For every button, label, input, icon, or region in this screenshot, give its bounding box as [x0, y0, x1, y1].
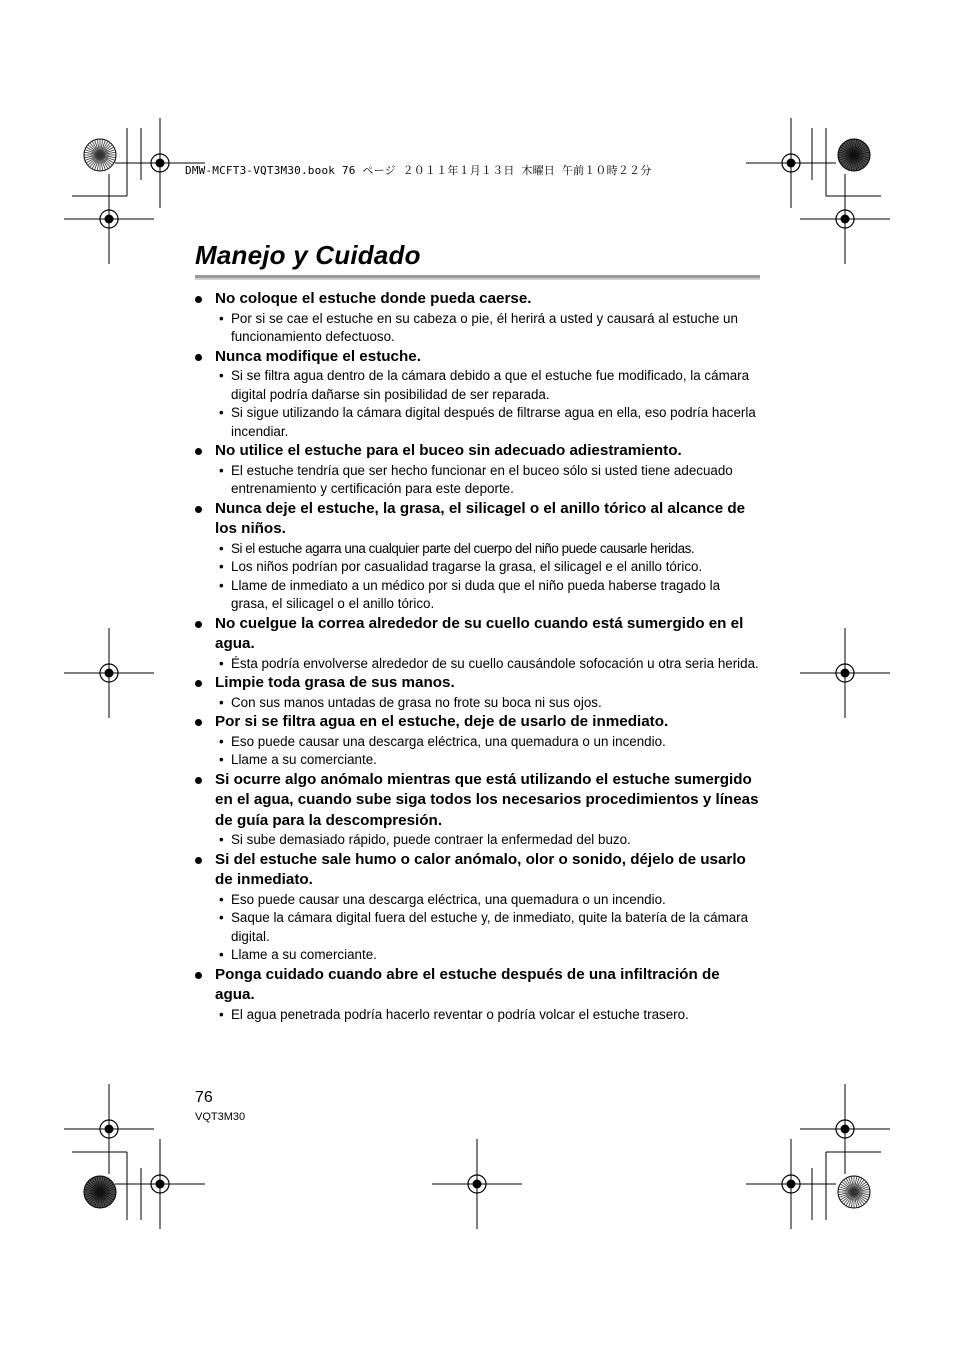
registration-crosshair-icon	[746, 1139, 836, 1229]
page-title: Manejo y Cuidado	[195, 240, 421, 270]
caution-detail: • Llame a su comerciante.	[219, 947, 377, 962]
document-code: VQT3M30	[195, 1111, 246, 1123]
registration-crosshair-icon	[64, 1084, 154, 1174]
caution-detail: • Si sigue utilizando la cámara digital después de filtrarse agua en ella, eso podría hacerla incendiar.	[219, 405, 756, 439]
bullet-icon	[195, 719, 202, 726]
caution-heading: No coloque el estuche donde pueda caerse.	[195, 289, 760, 310]
caution-item	[195, 499, 760, 614]
caution-detail: • Eso puede causar una descarga eléctrica, una quemadura o un incendio.	[219, 891, 666, 907]
caution-heading: Ponga cuidado cuando abre el estuche después de una infiltración de agua.	[195, 965, 760, 1006]
bullet-icon	[195, 448, 202, 455]
caution-item	[195, 965, 760, 1025]
bullet-icon	[195, 354, 202, 361]
registration-crosshair-icon	[115, 1139, 205, 1229]
caution-item	[195, 289, 760, 347]
caution-detail: • Por si se cae el estuche en su cabeza o pie, él herirá a usted y causará al estuche un funcionamiento defectuoso.	[219, 310, 738, 344]
registration-crosshair-icon	[64, 174, 154, 264]
caution-heading: Si ocurre algo anómalo mientras que está utilizando el estuche sumergido en el agua, cuando sube siga todos los necesarios procedimientos y líneas de guía para la descompresión.	[195, 770, 760, 832]
caution-detail: • El agua penetrada podría hacerlo reventar o podría volcar el estuche trasero.	[219, 1006, 689, 1022]
caution-detail: • Saque la cámara digital fuera del estuche y, de inmediato, quite la batería de la cámara digital.	[219, 910, 749, 944]
registration-crosshair-icon	[800, 1084, 890, 1174]
bullet-icon	[195, 777, 202, 784]
registration-starburst-icon	[838, 1176, 870, 1208]
caution-list	[195, 289, 760, 1024]
caution-detail: • El estuche tendría que ser hecho funcionar en el buceo sólo si usted tiene adecuado entrenamiento y certificación para este deporte.	[219, 462, 733, 496]
caution-detail: • Si el estuche agarra una cualquier parte del cuerpo del niño puede causarle heridas.	[219, 540, 695, 556]
caution-heading: No cuelgue la correa alrededor de su cuello cuando está sumergido en el agua.	[195, 614, 760, 655]
caution-item	[195, 441, 760, 499]
registration-crosshair-icon	[64, 628, 154, 718]
registration-crosshair-icon	[746, 118, 836, 208]
caution-item	[195, 347, 760, 442]
bullet-icon	[195, 857, 202, 864]
caution-heading: Por si se filtra agua en el estuche, deje de usarlo de inmediato.	[195, 712, 760, 733]
caution-detail: • Los niños podrían por casualidad tragarse la grasa, el silicagel e el anillo tórico.	[219, 559, 703, 574]
bullet-icon	[195, 680, 202, 687]
caution-detail: • Si sube demasiado rápido, puede contraer la enfermedad del buzo.	[219, 832, 631, 847]
caution-detail: • Si se filtra agua dentro de la cámara debido a que el estuche fue modificado, la cámara digital podría dañarse sin posibilidad de ser reparada.	[219, 368, 750, 402]
page-number: 76	[195, 1089, 213, 1106]
caution-item	[195, 770, 760, 850]
bullet-icon	[195, 506, 202, 513]
bullet-icon	[195, 972, 202, 979]
caution-heading: Si del estuche sale humo o calor anómalo, olor o sonido, déjelo de usarlo de inmediato.	[195, 850, 760, 891]
caution-detail: • Con sus manos untadas de grasa no frote su boca ni sus ojos.	[219, 694, 602, 710]
registration-crosshair-icon	[800, 174, 890, 264]
bullet-icon	[195, 296, 202, 303]
caution-detail: • Llame a su comerciante.	[219, 752, 377, 767]
caution-detail: • Eso puede causar una descarga eléctrica, una quemadura o un incendio.	[219, 733, 666, 749]
caution-item	[195, 712, 760, 770]
caution-detail: • Llame de inmediato a un médico por si duda que el niño pueda haberse tragado la grasa, el silicagel o el anillo tórico.	[219, 577, 721, 611]
print-info-line: DMW-MCFT3-VQT3M30.book 76 ページ ２０１１年１月１３日 木曜日 午前１０時２２分	[185, 164, 652, 177]
caution-heading: Limpie toda grasa de sus manos.	[195, 673, 760, 694]
registration-crosshair-icon	[432, 1139, 522, 1229]
caution-heading: Nunca modifique el estuche.	[195, 347, 760, 368]
title-underline	[195, 275, 760, 280]
registration-crosshair-icon	[800, 628, 890, 718]
registration-starburst-icon	[84, 139, 116, 171]
caution-item	[195, 673, 760, 712]
caution-heading: Nunca deje el estuche, la grasa, el silicagel o el anillo tórico al alcance de los niños.	[195, 499, 760, 540]
registration-starburst-icon	[838, 139, 870, 171]
caution-item	[195, 614, 760, 674]
bullet-icon	[195, 621, 202, 628]
caution-item	[195, 850, 760, 965]
caution-heading: No utilice el estuche para el buceo sin adecuado adiestramiento.	[195, 441, 760, 462]
caution-detail: • Ésta podría envolverse alrededor de su cuello causándole sofocación u otra seria herida.	[219, 655, 759, 671]
registration-starburst-icon	[84, 1176, 116, 1208]
